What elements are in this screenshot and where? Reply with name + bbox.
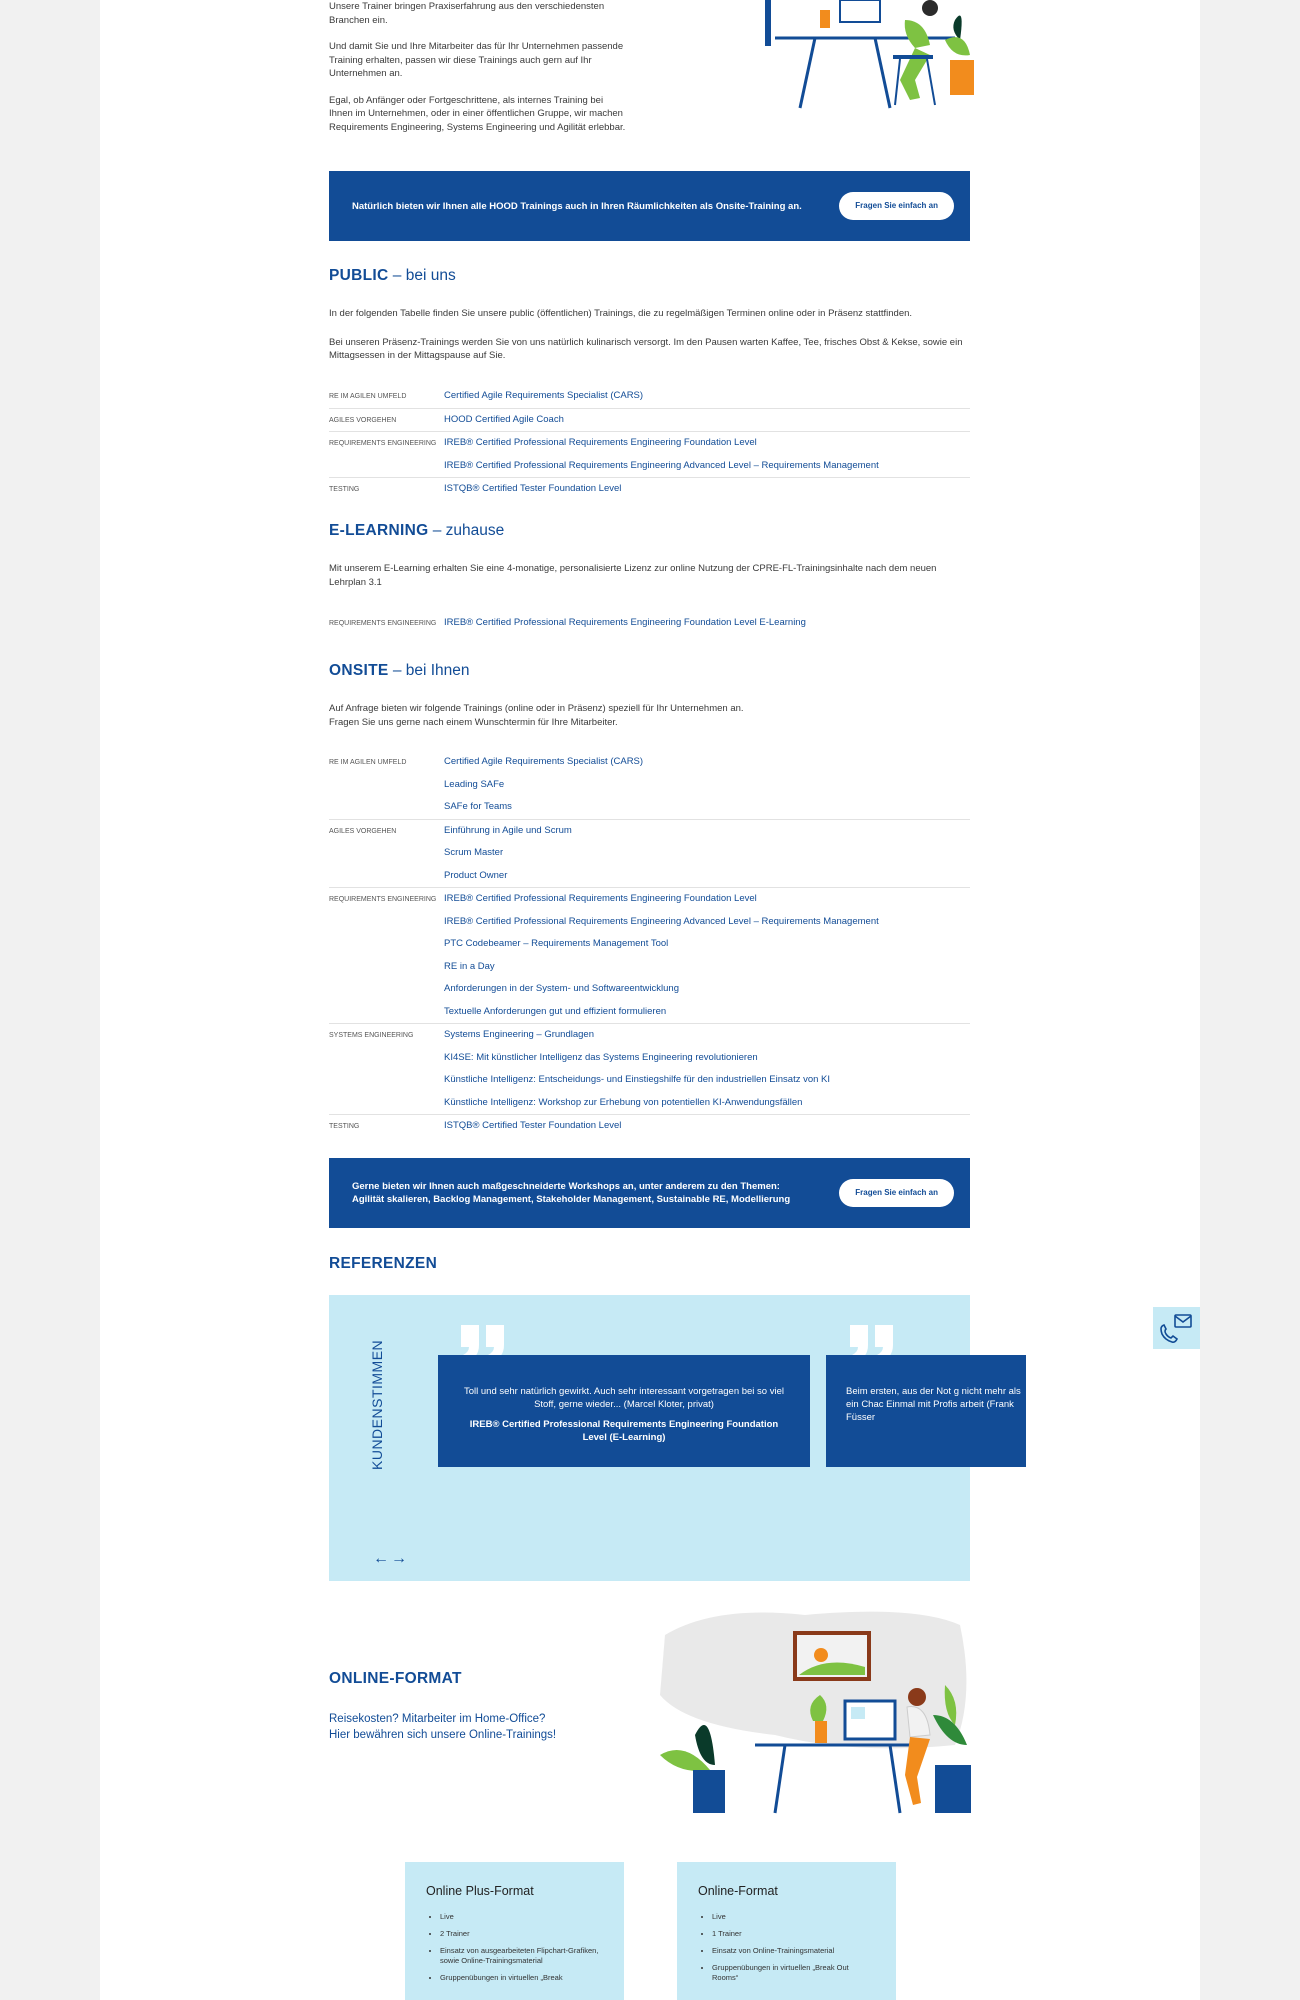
banner-text: Natürlich bieten wir Ihnen alle HOOD Trainings auch in Ihren Räumlichkeiten als Onsite-Training an. [352, 200, 802, 212]
contact-widget[interactable] [1153, 1307, 1200, 1349]
training-link[interactable]: IREB® Certified Professional Requirements Engineering Foundation Level [444, 893, 757, 904]
training-link[interactable]: IREB® Certified Professional Requirements Engineering Foundation Level [444, 437, 757, 448]
training-group [329, 751, 970, 819]
training-category: AGILES VORGEHEN [329, 827, 397, 835]
training-category: REQUIREMENTS ENGINEERING [329, 620, 437, 627]
format-feature: • Gruppenübungen in virtuellen „Break Out Rooms“ [712, 1963, 876, 1983]
training-group [329, 477, 970, 501]
testimonial-carousel [329, 1295, 1021, 1581]
training-link[interactable]: RE in a Day [444, 960, 495, 972]
training-link[interactable]: ISTQB® Certified Tester Foundation Level [444, 483, 622, 494]
training-list [444, 409, 970, 432]
training-link[interactable]: PTC Codebeamer – Requirements Management Tool [444, 938, 669, 949]
testimonial-text: Toll und sehr natürlich gewirkt. Auch sehr interessant vorgetragen bei so viel Stoff, gerne wieder... (Marcel Kloter, privat) [463, 1386, 784, 1410]
training-category: REQUIREMENTS ENGINEERING [329, 896, 437, 903]
training-group [329, 612, 970, 635]
training-list [444, 820, 970, 888]
training-link[interactable]: Textuelle Anforderungen gut und effizient formulieren [444, 1005, 667, 1017]
training-link[interactable]: IREB® Certified Professional Requirements Engineering Foundation Level E-Learning [444, 617, 806, 628]
training-group [329, 887, 970, 1023]
training-link[interactable]: Certified Agile Requirements Specialist (CARS) [444, 390, 644, 401]
public-description [329, 307, 970, 363]
testimonial-text: Beim ersten, aus der Not g nicht mehr als ein Chac Einmal mit Profis arbeit (Frank Füsser [846, 1386, 1021, 1423]
testimonials-label: KUNDENSTIMMEN [369, 1339, 385, 1470]
training-list [444, 385, 970, 408]
format-card-title: Online Plus-Format [426, 1884, 534, 1898]
training-list [444, 612, 970, 635]
training-list [444, 432, 970, 477]
training-link[interactable]: ISTQB® Certified Tester Foundation Level [444, 1120, 622, 1131]
training-group [329, 1023, 970, 1114]
testimonial-card [438, 1355, 810, 1467]
onsite-banner [329, 171, 970, 241]
intro-paragraph: Unsere Trainer bringen Praxiserfahrung aus den verschiedensten Branchen ein. [329, 1, 605, 26]
page [100, 0, 1200, 2000]
format-feature-list [426, 1912, 604, 1983]
section-title-public: PUBLIC – bei uns [329, 267, 456, 284]
arrow-right-icon[interactable]: → [391, 1550, 409, 1567]
format-feature: • Gruppenübungen in virtuellen „Break [440, 1973, 604, 1983]
training-list [444, 478, 970, 501]
training-category: RE IM AGILEN UMFELD [329, 393, 407, 400]
onsite-training-table [329, 751, 970, 1138]
training-link[interactable]: Künstliche Intelligenz: Entscheidungs- und Einstiegshilfe für den industriellen Einsatz von KI [444, 1074, 831, 1085]
training-link[interactable]: Einführung in Agile und Scrum [444, 824, 572, 836]
format-feature: • Einsatz von Online-Trainingsmaterial [712, 1946, 876, 1956]
training-group [329, 1114, 970, 1138]
training-list [444, 1115, 970, 1138]
training-list [444, 888, 970, 1023]
ask-button[interactable]: Fragen Sie einfach an [839, 1179, 954, 1207]
intro-paragraph: Und damit Sie und Ihre Mitarbeiter das für Ihr Unternehmen passende Training erhalten, passen wir diese Trainings auch gern auf Ihr Unternehmen an. [329, 41, 624, 79]
format-card [677, 1862, 896, 2000]
training-category: AGILES VORGEHEN [329, 416, 397, 424]
format-feature-list [698, 1912, 876, 1983]
phone-mail-icon [1153, 1307, 1200, 1349]
online-line: Hier bewähren sich unsere Online-Trainings! [329, 1729, 557, 1741]
online-text [329, 1711, 629, 1743]
training-link[interactable]: HOOD Certified Agile Coach [444, 413, 564, 425]
elearning-paragraph: Mit unserem E-Learning erhalten Sie eine 4-monatige, personalisierte Lizenz zur online Nutzung der CPRE-FL-Trainingsinhalte nach dem neuen Lehrplan 3.1 [329, 563, 937, 588]
training-category: RE IM AGILEN UMFELD [329, 759, 407, 766]
training-link[interactable]: SAFe for Teams [444, 801, 512, 812]
training-category: SYSTEMS ENGINEERING [329, 1032, 414, 1039]
training-group [329, 385, 970, 408]
format-feature: • Einsatz von ausgearbeiteten Flipchart-Grafiken, sowie Online-Trainingsmaterial [440, 1946, 604, 1966]
training-category: TESTING [329, 486, 360, 493]
ask-button[interactable]: Fragen Sie einfach an [839, 192, 954, 220]
office-illustration [755, 0, 975, 110]
training-link[interactable]: Systems Engineering – Grundlagen [444, 1029, 594, 1040]
training-link[interactable]: Anforderungen in der System- und Softwareentwicklung [444, 983, 679, 994]
training-link[interactable]: Certified Agile Requirements Specialist (CARS) [444, 756, 644, 767]
training-link[interactable]: KI4SE: Mit künstlicher Intelligenz das Systems Engineering revolutionieren [444, 1051, 758, 1063]
onsite-description [329, 702, 970, 729]
elearning-description [329, 562, 970, 589]
format-feature: • 2 Trainer [440, 1929, 604, 1939]
training-list [444, 1024, 970, 1114]
training-category: TESTING [329, 1123, 360, 1130]
online-line: Reisekosten? Mitarbeiter im Home-Office? [329, 1713, 546, 1725]
carousel-navigation [373, 1550, 409, 1568]
training-link[interactable]: IREB® Certified Professional Requirements Engineering Advanced Level – Requirements Management [444, 915, 879, 927]
onsite-paragraph: Fragen Sie uns gerne nach einem Wunschtermin für Ihre Mitarbeiter. [329, 716, 618, 728]
format-feature: • Live [440, 1912, 604, 1922]
training-group [329, 408, 970, 432]
training-link[interactable]: Scrum Master [444, 847, 504, 858]
training-link[interactable]: Product Owner [444, 869, 508, 881]
testimonial-card [826, 1355, 1026, 1467]
training-group [329, 819, 970, 888]
format-feature: • Live [712, 1912, 876, 1922]
training-category: REQUIREMENTS ENGINEERING [329, 440, 437, 447]
format-card-title: Online-Format [698, 1884, 778, 1898]
training-group [329, 431, 970, 477]
arrow-left-icon[interactable]: ← [373, 1550, 391, 1567]
training-link[interactable]: IREB® Certified Professional Requirements Engineering Advanced Level – Requirements Management [444, 459, 879, 471]
training-link[interactable]: Leading SAFe [444, 778, 505, 790]
training-link[interactable]: Künstliche Intelligenz: Workshop zur Erhebung von potentiellen KI-Anwendungsfällen [444, 1096, 803, 1108]
training-list [444, 751, 970, 819]
workshop-banner [329, 1158, 970, 1228]
section-title-online: ONLINE-FORMAT [329, 1670, 462, 1687]
elearning-training-table [329, 612, 970, 635]
section-title-elearning: E-LEARNING – zuhause [329, 522, 505, 539]
section-title-references: REFERENZEN [329, 1255, 438, 1272]
public-paragraph: Bei unseren Präsenz-Trainings werden Sie von uns natürlich kulinarisch versorgt. Im den Pausen warten Kaffee, Tee, frisches Obst & Kekse, sowie ein Mittagsessen in der Mittagspause auf Sie. [329, 336, 963, 361]
testimonial-course: IREB® Certified Professional Requirements Engineering Foundation Level (E-Learning) [469, 1419, 779, 1443]
section-title-onsite: ONSITE – bei Ihnen [329, 662, 470, 679]
public-training-table [329, 385, 970, 501]
banner-text: Gerne bieten wir Ihnen auch maßgeschneiderte Workshops an, unter anderem zu den Themen: Agilität skalieren, Backlog Management, Stakeholder Management, Sustainable RE, Modellierung [352, 1181, 791, 1205]
onsite-paragraph: Auf Anfrage bieten wir folgende Trainings (online oder in Präsenz) speziell für Ihr Unternehmen an. [329, 703, 744, 714]
format-feature: • 1 Trainer [712, 1929, 876, 1939]
format-card [405, 1862, 624, 2000]
home-office-illustration [655, 1605, 975, 1820]
public-paragraph: In der folgenden Tabelle finden Sie unsere public (öffentlichen) Trainings, die zu regelmäßigen Terminen online oder in Präsenz stattfinden. [329, 308, 913, 319]
intro-text [329, 0, 629, 147]
intro-paragraph: Egal, ob Anfänger oder Fortgeschrittene, als internes Training bei Ihnen im Unternehmen, oder in einer öffentlichen Gruppe, wir machen Requirements Engineering, Systems Engineering und Agilität erlebbar. [329, 94, 626, 133]
